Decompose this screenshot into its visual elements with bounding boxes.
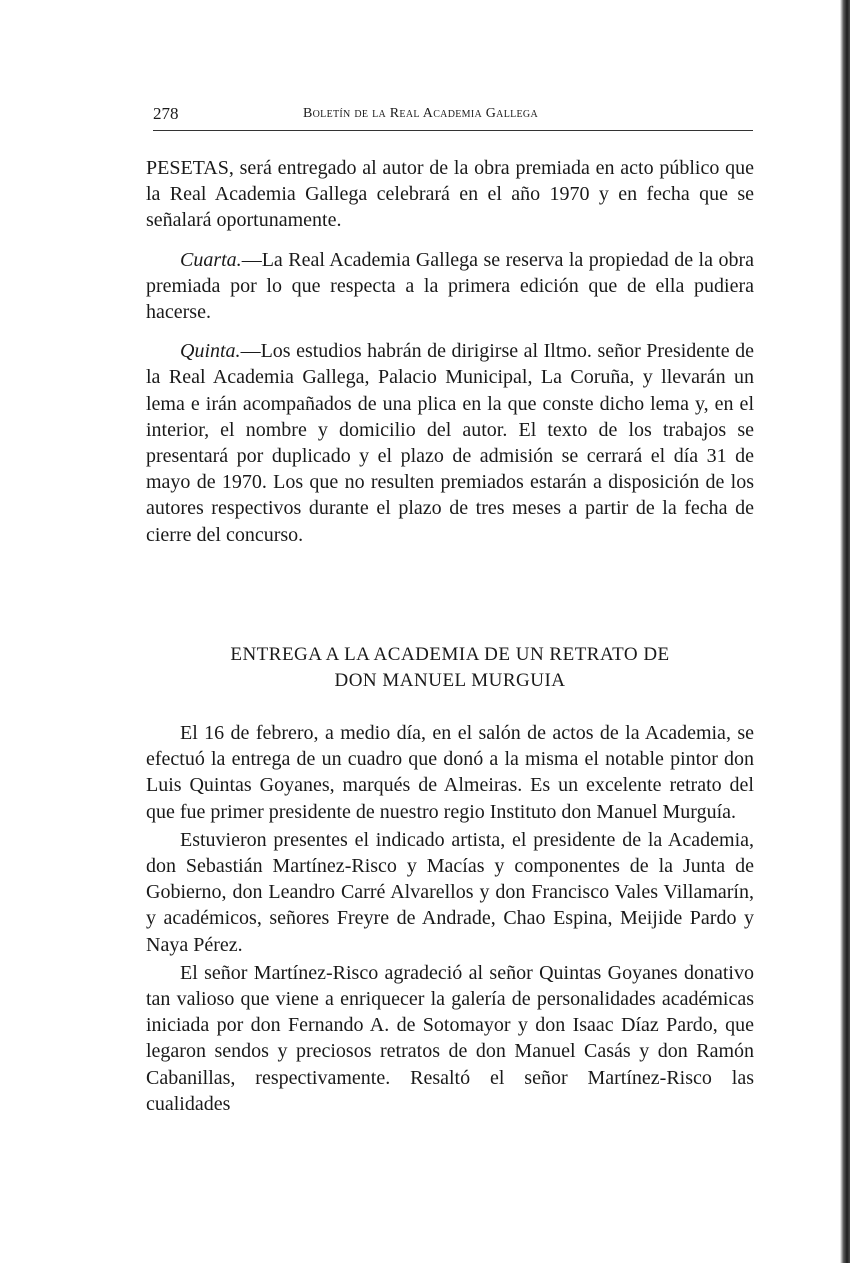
paragraph-lead: Quinta. [180,340,241,363]
body-text-bottom [146,720,754,1117]
paragraph: Estuvieron presentes el indicado artista, el presidente de la Academia, don Sebastián Martínez-Risco y Macías y componentes de la Junta de Gobierno, don Leandro Carré Alvarellos y don Francisco Vales Villamarín, y académicos, señores Freyre de Andrade, Chao Espina, Meijide Pardo y Naya Pérez. [146,828,754,956]
paragraph [146,247,754,326]
section-heading-line: DON MANUEL MURGUIA [334,670,566,691]
paragraph [146,155,754,234]
section-heading [146,642,754,694]
page-number: 278 [153,104,179,123]
running-title: Boletín de la Real Academia Gallega [303,106,538,121]
running-header [153,104,753,131]
paragraph-text: PESETAS, será entregado al autor de la obra premiada en acto público que la Real Academia Gallega celebrará en el año 1970 y en fecha que se señalará oportunamente. [146,157,754,232]
paragraph-text: —Los estudios habrán de dirigirse al Iltmo. señor Presidente de la Real Academia Gallega, Palacio Municipal, La Coruña, y llevarán un lema e irán acompañados de una plica en la que conste dicho lema y, en el interior, el nombre y domicilio del autor. El texto de los trabajos se presentará por duplicado y el plazo de admisión se cerrará el día 31 de mayo de 1970. Los que no resulten premiados estarán a disposición de los autores respectivos durante el plazo de tres meses a partir de la fecha de cierre del concurso. [146,340,754,546]
paragraph: El 16 de febrero, a medio día, en el salón de actos de la Academia, se efectuó la entrega de un cuadro que donó a la misma el notable pintor don Luis Quintas Goyanes, marqués de Almeiras. Es un excelente retrato del que fue primer presidente de nuestro regio Instituto don Manuel Murguía. [146,722,754,823]
paragraph: El señor Martínez-Risco agradeció al señor Quintas Goyanes donativo tan valioso que viene a enriquecer la galería de personalidades académicas iniciada por don Fernando A. de Sotomayor y don Isaac Díaz Pardo, que legaron sendos y preciosos retratos de don Manuel Casás y don Ramón Cabanillas, respectivamente. Resaltó el señor Martínez-Risco las cualidades [146,961,754,1115]
body-text-top [146,155,754,548]
paragraph-lead: Cuarta. [180,248,242,271]
scan-page-edge [840,0,850,1263]
paragraph [146,338,754,548]
section-heading-line: ENTREGA A LA ACADEMIA DE UN RETRATO DE [230,644,670,665]
paragraph-text: —La Real Academia Gallega se reserva la propiedad de la obra premiada por lo que respecta a la primera edición que de ella pudiera hacerse. [146,248,754,324]
